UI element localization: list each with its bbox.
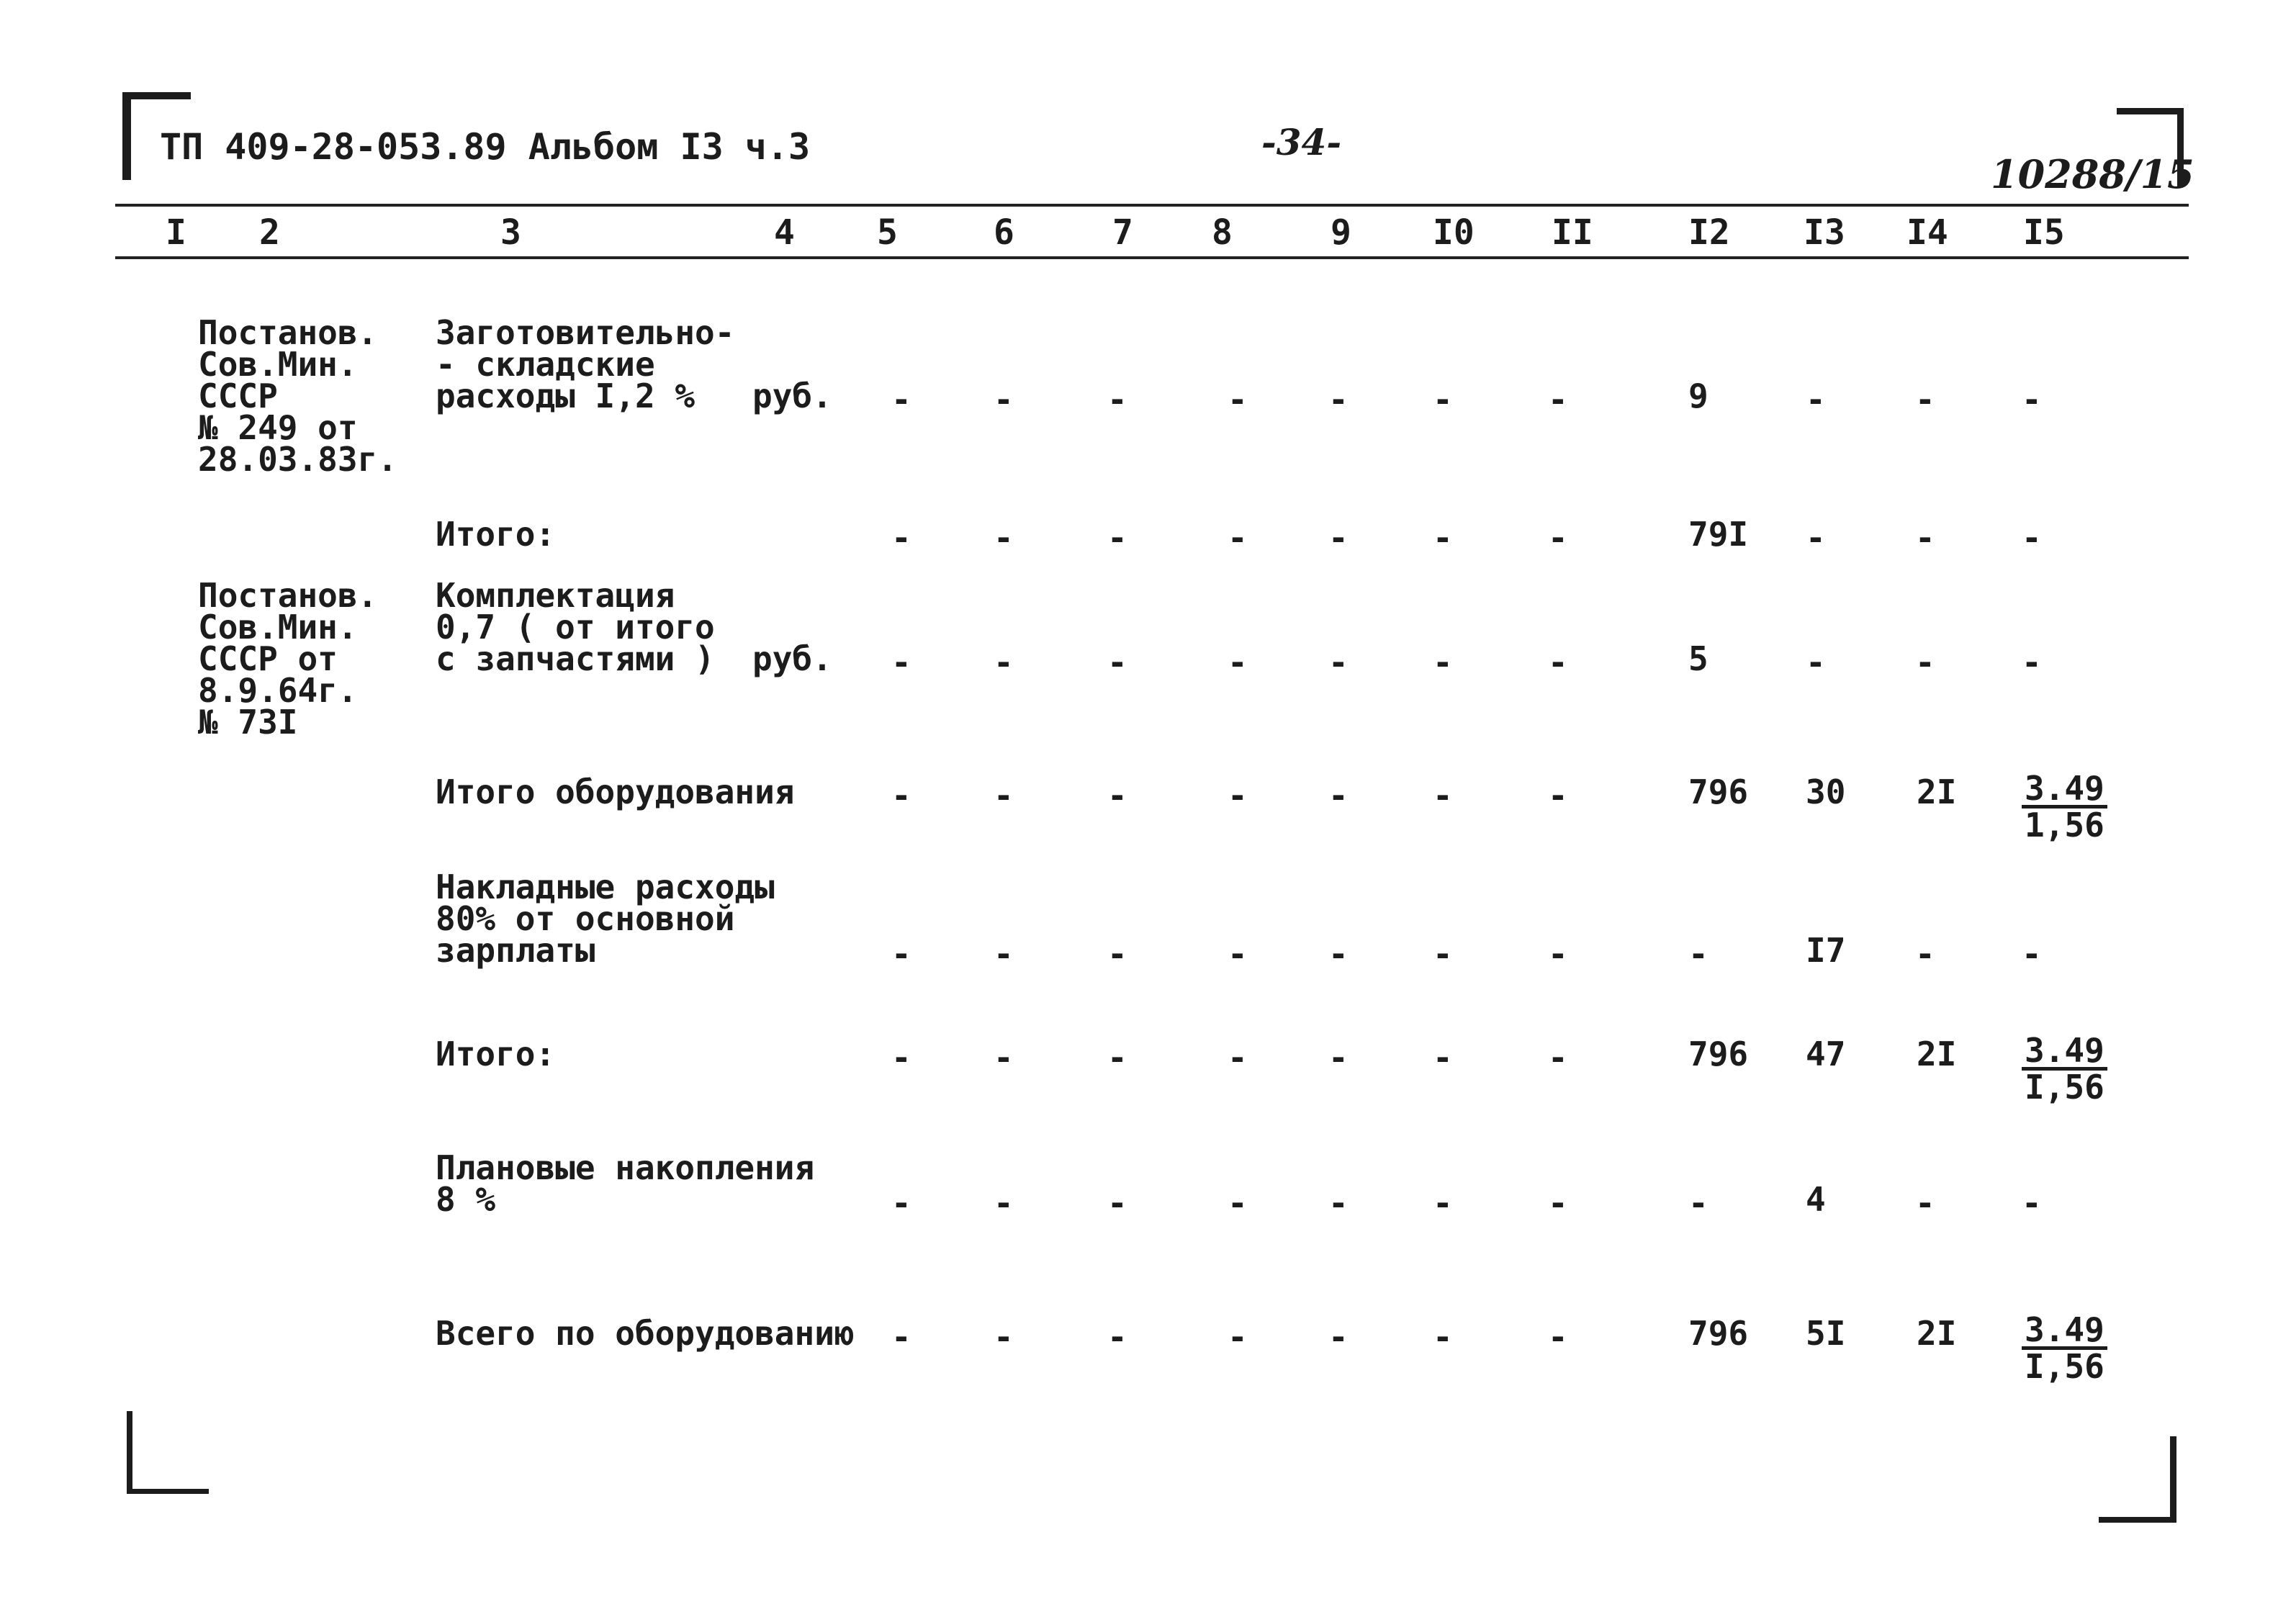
column-header-6: 6 <box>994 212 1014 253</box>
row-basis-line: СССР от <box>198 639 338 678</box>
fraction-denominator: 1,56 <box>2025 806 2104 844</box>
row-name-line: - складские <box>436 345 655 384</box>
column-header-7: 7 <box>1112 212 1133 253</box>
cell-c6: - <box>994 776 1014 815</box>
row-name-line: 8 % <box>436 1180 496 1219</box>
cell-c13: - <box>1806 380 1826 419</box>
cell-c12: 5 <box>1688 639 1709 678</box>
frame-corner-top-right-horizontal <box>2117 108 2183 114</box>
fraction-numerator: 3.49 <box>2022 1313 2107 1350</box>
cell-c9: - <box>1328 1184 1349 1222</box>
column-header-2: 2 <box>259 212 280 253</box>
column-header-14: I4 <box>1906 212 1948 253</box>
cell-c7: - <box>1107 934 1127 973</box>
cell-c10: - <box>1433 1184 1453 1222</box>
cell-c14: - <box>1915 380 1935 419</box>
fraction-denominator: I,56 <box>2025 1347 2104 1386</box>
row-basis-line: Постанов. <box>198 576 378 615</box>
column-header-9: 9 <box>1331 212 1351 253</box>
cell-c8: - <box>1228 1184 1248 1222</box>
row-name-line: с запчастями ) <box>436 639 715 678</box>
cell-c11: - <box>1548 1184 1568 1222</box>
cell-c10: - <box>1433 934 1453 973</box>
cell-c11: - <box>1548 1318 1568 1356</box>
cell-c11: - <box>1548 1038 1568 1077</box>
row-unit: руб. <box>752 377 832 415</box>
cell-c8: - <box>1228 380 1248 419</box>
cell-c12: 796 <box>1688 1035 1749 1073</box>
row-unit: руб. <box>752 639 832 678</box>
fraction-numerator: 3.49 <box>2022 772 2107 808</box>
cell-c9: - <box>1328 934 1349 973</box>
column-header-15: I5 <box>2023 212 2065 253</box>
cell-c14: 2I <box>1917 773 1957 811</box>
cell-c12: 79I <box>1688 515 1749 554</box>
column-header-10: I0 <box>1433 212 1475 253</box>
column-header-4: 4 <box>774 212 795 253</box>
cell-c6: - <box>994 380 1014 419</box>
cell-c15: - <box>2022 380 2042 419</box>
cell-c10: - <box>1433 518 1453 557</box>
frame-corner-bottom-right-vertical <box>2170 1436 2176 1523</box>
row-name-line: Плановые накопления <box>436 1148 815 1187</box>
column-header-8: 8 <box>1212 212 1233 253</box>
cell-c6: - <box>994 518 1014 557</box>
cell-c6: - <box>994 1184 1014 1222</box>
row-basis-line: 8.9.64г. <box>198 671 358 710</box>
row-basis-line: № 249 от <box>198 408 358 447</box>
cell-c5: - <box>891 934 911 973</box>
cell-c14: - <box>1915 518 1935 557</box>
cell-c11: - <box>1548 934 1568 973</box>
row-name-line: Комплектация <box>436 576 675 615</box>
row-name-line: расходы I,2 % <box>436 377 695 415</box>
cell-c15-fraction <box>2022 1031 2107 1107</box>
cell-c7: - <box>1107 1038 1127 1077</box>
cell-c9: - <box>1328 1038 1349 1077</box>
row-name-line: Итого: <box>436 515 556 554</box>
cell-c5: - <box>891 1184 911 1222</box>
cell-c7: - <box>1107 776 1127 815</box>
cell-c7: - <box>1107 643 1127 682</box>
row-basis-line: Постанов. <box>198 313 378 352</box>
cell-c13: - <box>1806 643 1826 682</box>
cell-c13: I7 <box>1806 931 1846 970</box>
archive-number: 10288/15 <box>1991 151 2194 197</box>
frame-corner-top-left-vertical <box>122 92 131 180</box>
cell-c11: - <box>1548 518 1568 557</box>
row-name-line: зарплаты <box>436 931 595 970</box>
cell-c5: - <box>891 1038 911 1077</box>
fraction-denominator: I,56 <box>2025 1068 2104 1107</box>
column-header-11: II <box>1552 212 1593 253</box>
cell-c14: 2I <box>1917 1314 1957 1353</box>
row-name-line: Всего по оборудованию <box>436 1314 855 1353</box>
cell-c7: - <box>1107 518 1127 557</box>
row-name-line: Итого: <box>436 1035 556 1073</box>
cell-c9: - <box>1328 518 1349 557</box>
row-name-line: 80% от основной <box>436 899 735 938</box>
cell-c6: - <box>994 1038 1014 1077</box>
cell-c15: - <box>2022 934 2042 973</box>
cell-c6: - <box>994 1318 1014 1356</box>
cell-c11: - <box>1548 380 1568 419</box>
row-name-line: Итого оборудования <box>436 773 795 811</box>
row-basis-line: СССР <box>198 377 278 415</box>
cell-c12: 796 <box>1688 1314 1749 1353</box>
column-header-13: I3 <box>1804 212 1845 253</box>
cell-c14: 2I <box>1917 1035 1957 1073</box>
row-basis-line: № 73I <box>198 703 298 742</box>
frame-corner-top-left-horizontal <box>122 92 191 99</box>
cell-c8: - <box>1228 1318 1248 1356</box>
cell-c8: - <box>1228 776 1248 815</box>
document-code: ТП 409-28-053.89 Альбом I3 ч.3 <box>160 126 811 168</box>
cell-c14: - <box>1915 934 1935 973</box>
cell-c15: - <box>2022 1184 2042 1222</box>
cell-c12: - <box>1688 934 1709 973</box>
cell-c8: - <box>1228 643 1248 682</box>
cell-c15: - <box>2022 518 2042 557</box>
cell-c7: - <box>1107 1318 1127 1356</box>
column-header-3: 3 <box>500 212 521 253</box>
row-name-line: Накладные расходы <box>436 868 775 906</box>
cell-c8: - <box>1228 1038 1248 1077</box>
cell-c10: - <box>1433 776 1453 815</box>
cell-c5: - <box>891 380 911 419</box>
cell-c13: 4 <box>1806 1180 1826 1219</box>
column-header-12: I2 <box>1688 212 1730 253</box>
page-number: -34- <box>1261 121 1342 163</box>
cell-c10: - <box>1433 380 1453 419</box>
column-header-5: 5 <box>877 212 898 253</box>
cell-c10: - <box>1433 643 1453 682</box>
row-basis-line: Сов.Мин. <box>198 345 358 384</box>
cell-c9: - <box>1328 380 1349 419</box>
cell-c6: - <box>994 934 1014 973</box>
cell-c7: - <box>1107 1184 1127 1222</box>
cell-c13: 30 <box>1806 773 1846 811</box>
cell-c12: - <box>1688 1184 1709 1222</box>
cell-c11: - <box>1548 776 1568 815</box>
cell-c9: - <box>1328 1318 1349 1356</box>
cell-c5: - <box>891 1318 911 1356</box>
cell-c10: - <box>1433 1038 1453 1077</box>
row-basis-line: Сов.Мин. <box>198 608 358 647</box>
cell-c14: - <box>1915 1184 1935 1222</box>
cell-c12: 9 <box>1688 377 1709 415</box>
cell-c6: - <box>994 643 1014 682</box>
cell-c10: - <box>1433 1318 1453 1356</box>
cell-c5: - <box>891 776 911 815</box>
fraction-numerator: 3.49 <box>2022 1034 2107 1071</box>
cell-c8: - <box>1228 934 1248 973</box>
cell-c13: 5I <box>1806 1314 1846 1353</box>
cell-c15-fraction <box>2022 1310 2107 1386</box>
cell-c7: - <box>1107 380 1127 419</box>
row-basis-line: 28.03.83г. <box>198 440 397 479</box>
table-top-rule <box>115 204 2189 207</box>
cell-c5: - <box>891 518 911 557</box>
frame-corner-bottom-left-horizontal <box>127 1489 209 1494</box>
cell-c12: 796 <box>1688 773 1749 811</box>
cell-c11: - <box>1548 643 1568 682</box>
cell-c15: - <box>2022 643 2042 682</box>
cell-c13: - <box>1806 518 1826 557</box>
cell-c13: 47 <box>1806 1035 1846 1073</box>
table-header-rule <box>115 256 2189 259</box>
column-header-1: I <box>166 212 186 253</box>
cell-c9: - <box>1328 643 1349 682</box>
row-name-line: 0,7 ( от итого <box>436 608 715 647</box>
row-name-line: Заготовительно- <box>436 313 735 352</box>
frame-corner-bottom-left-vertical <box>127 1411 132 1494</box>
cell-c9: - <box>1328 776 1349 815</box>
cell-c5: - <box>891 643 911 682</box>
cell-c14: - <box>1915 643 1935 682</box>
cell-c15-fraction <box>2022 769 2107 844</box>
frame-corner-bottom-right-horizontal <box>2099 1517 2176 1523</box>
cell-c8: - <box>1228 518 1248 557</box>
